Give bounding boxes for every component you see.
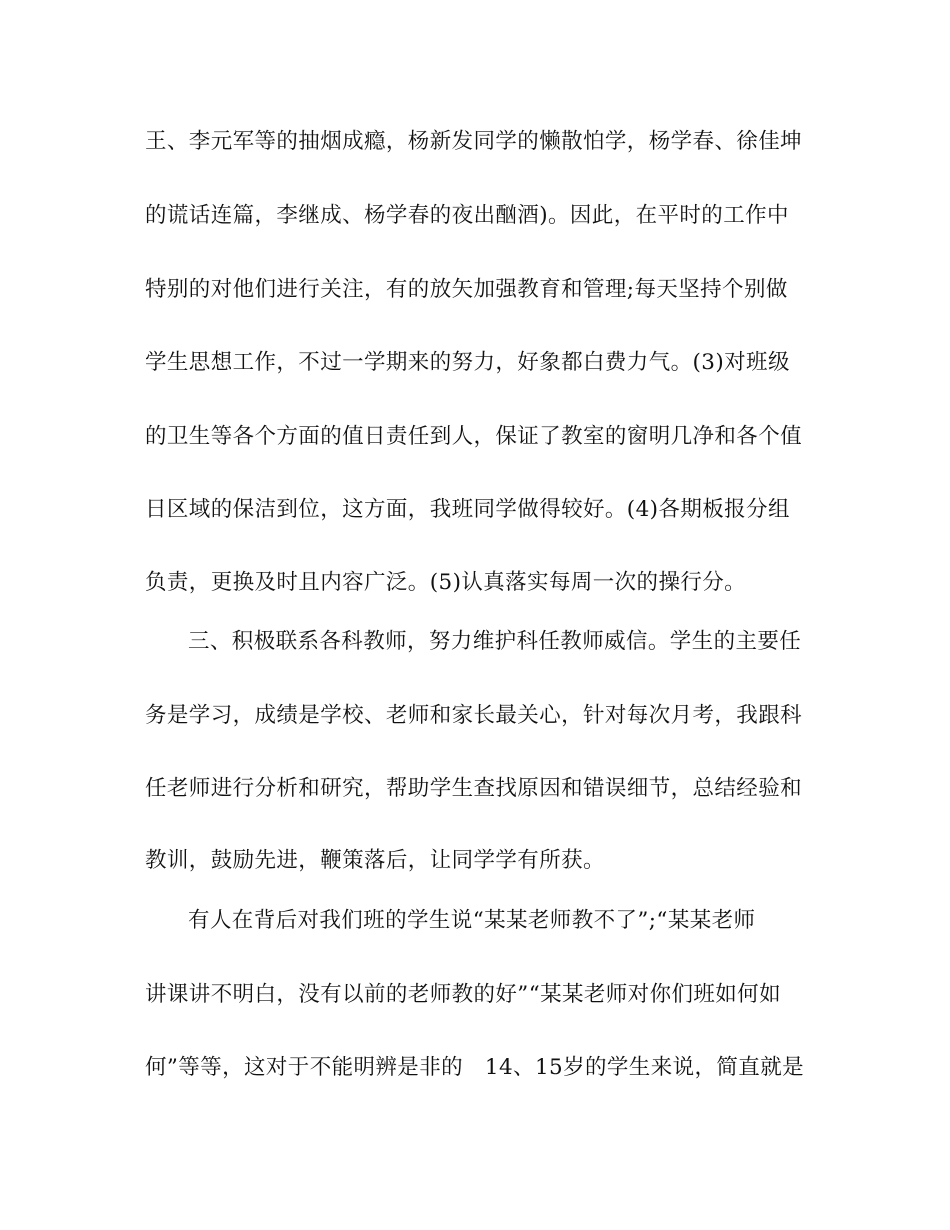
text-line: 讲课讲不明白，没有以前的老师教的好”“某某老师对你们班如何如 xyxy=(145,982,781,1007)
text-line: 王、李元军等的抽烟成瘾，杨新发同学的懒散怕学，杨学春、徐佳坤 xyxy=(145,129,803,154)
text-line: 务是学习，成绩是学校、老师和家长最关心，针对每次月考，我跟科 xyxy=(145,703,803,728)
text-line: 日区域的保洁到位，这方面，我班同学做得较好。(4)各期板报分组 xyxy=(145,497,790,522)
text-line: 学生思想工作，不过一学期来的努力，好象都白费力气。(3)对班级 xyxy=(145,350,790,375)
text-line: 教训，鼓励先进，鞭策落后，让同学学有所获。 xyxy=(145,848,605,873)
paragraph-start-line: 有人在背后对我们班的学生说“某某老师教不了”;“某某老师 xyxy=(188,908,756,933)
paragraph-start-line: 三、积极联系各科教师，努力维护科任教师威信。学生的主要任 xyxy=(188,629,802,654)
text-line: 任老师进行分析和研究，帮助学生查找原因和错误细节，总结经验和 xyxy=(145,776,803,801)
text-line: 的谎话连篇，李继成、杨学春的夜出酗酒)。因此，在平时的工作中 xyxy=(145,203,789,228)
text-line: 负责，更换及时且内容广泛。(5)认真落实每周一次的操行分。 xyxy=(145,570,747,595)
text-line: 何”等等，这对于不能明辨是非的 14、15岁的学生来说，简直就是 xyxy=(145,1055,805,1080)
text-line: 特别的对他们进行关注，有的放矢加强教育和管理;每天坚持个别做 xyxy=(145,277,788,302)
text-line: 的卫生等各个方面的值日责任到人，保证了教室的窗明几净和各个值 xyxy=(145,424,803,449)
